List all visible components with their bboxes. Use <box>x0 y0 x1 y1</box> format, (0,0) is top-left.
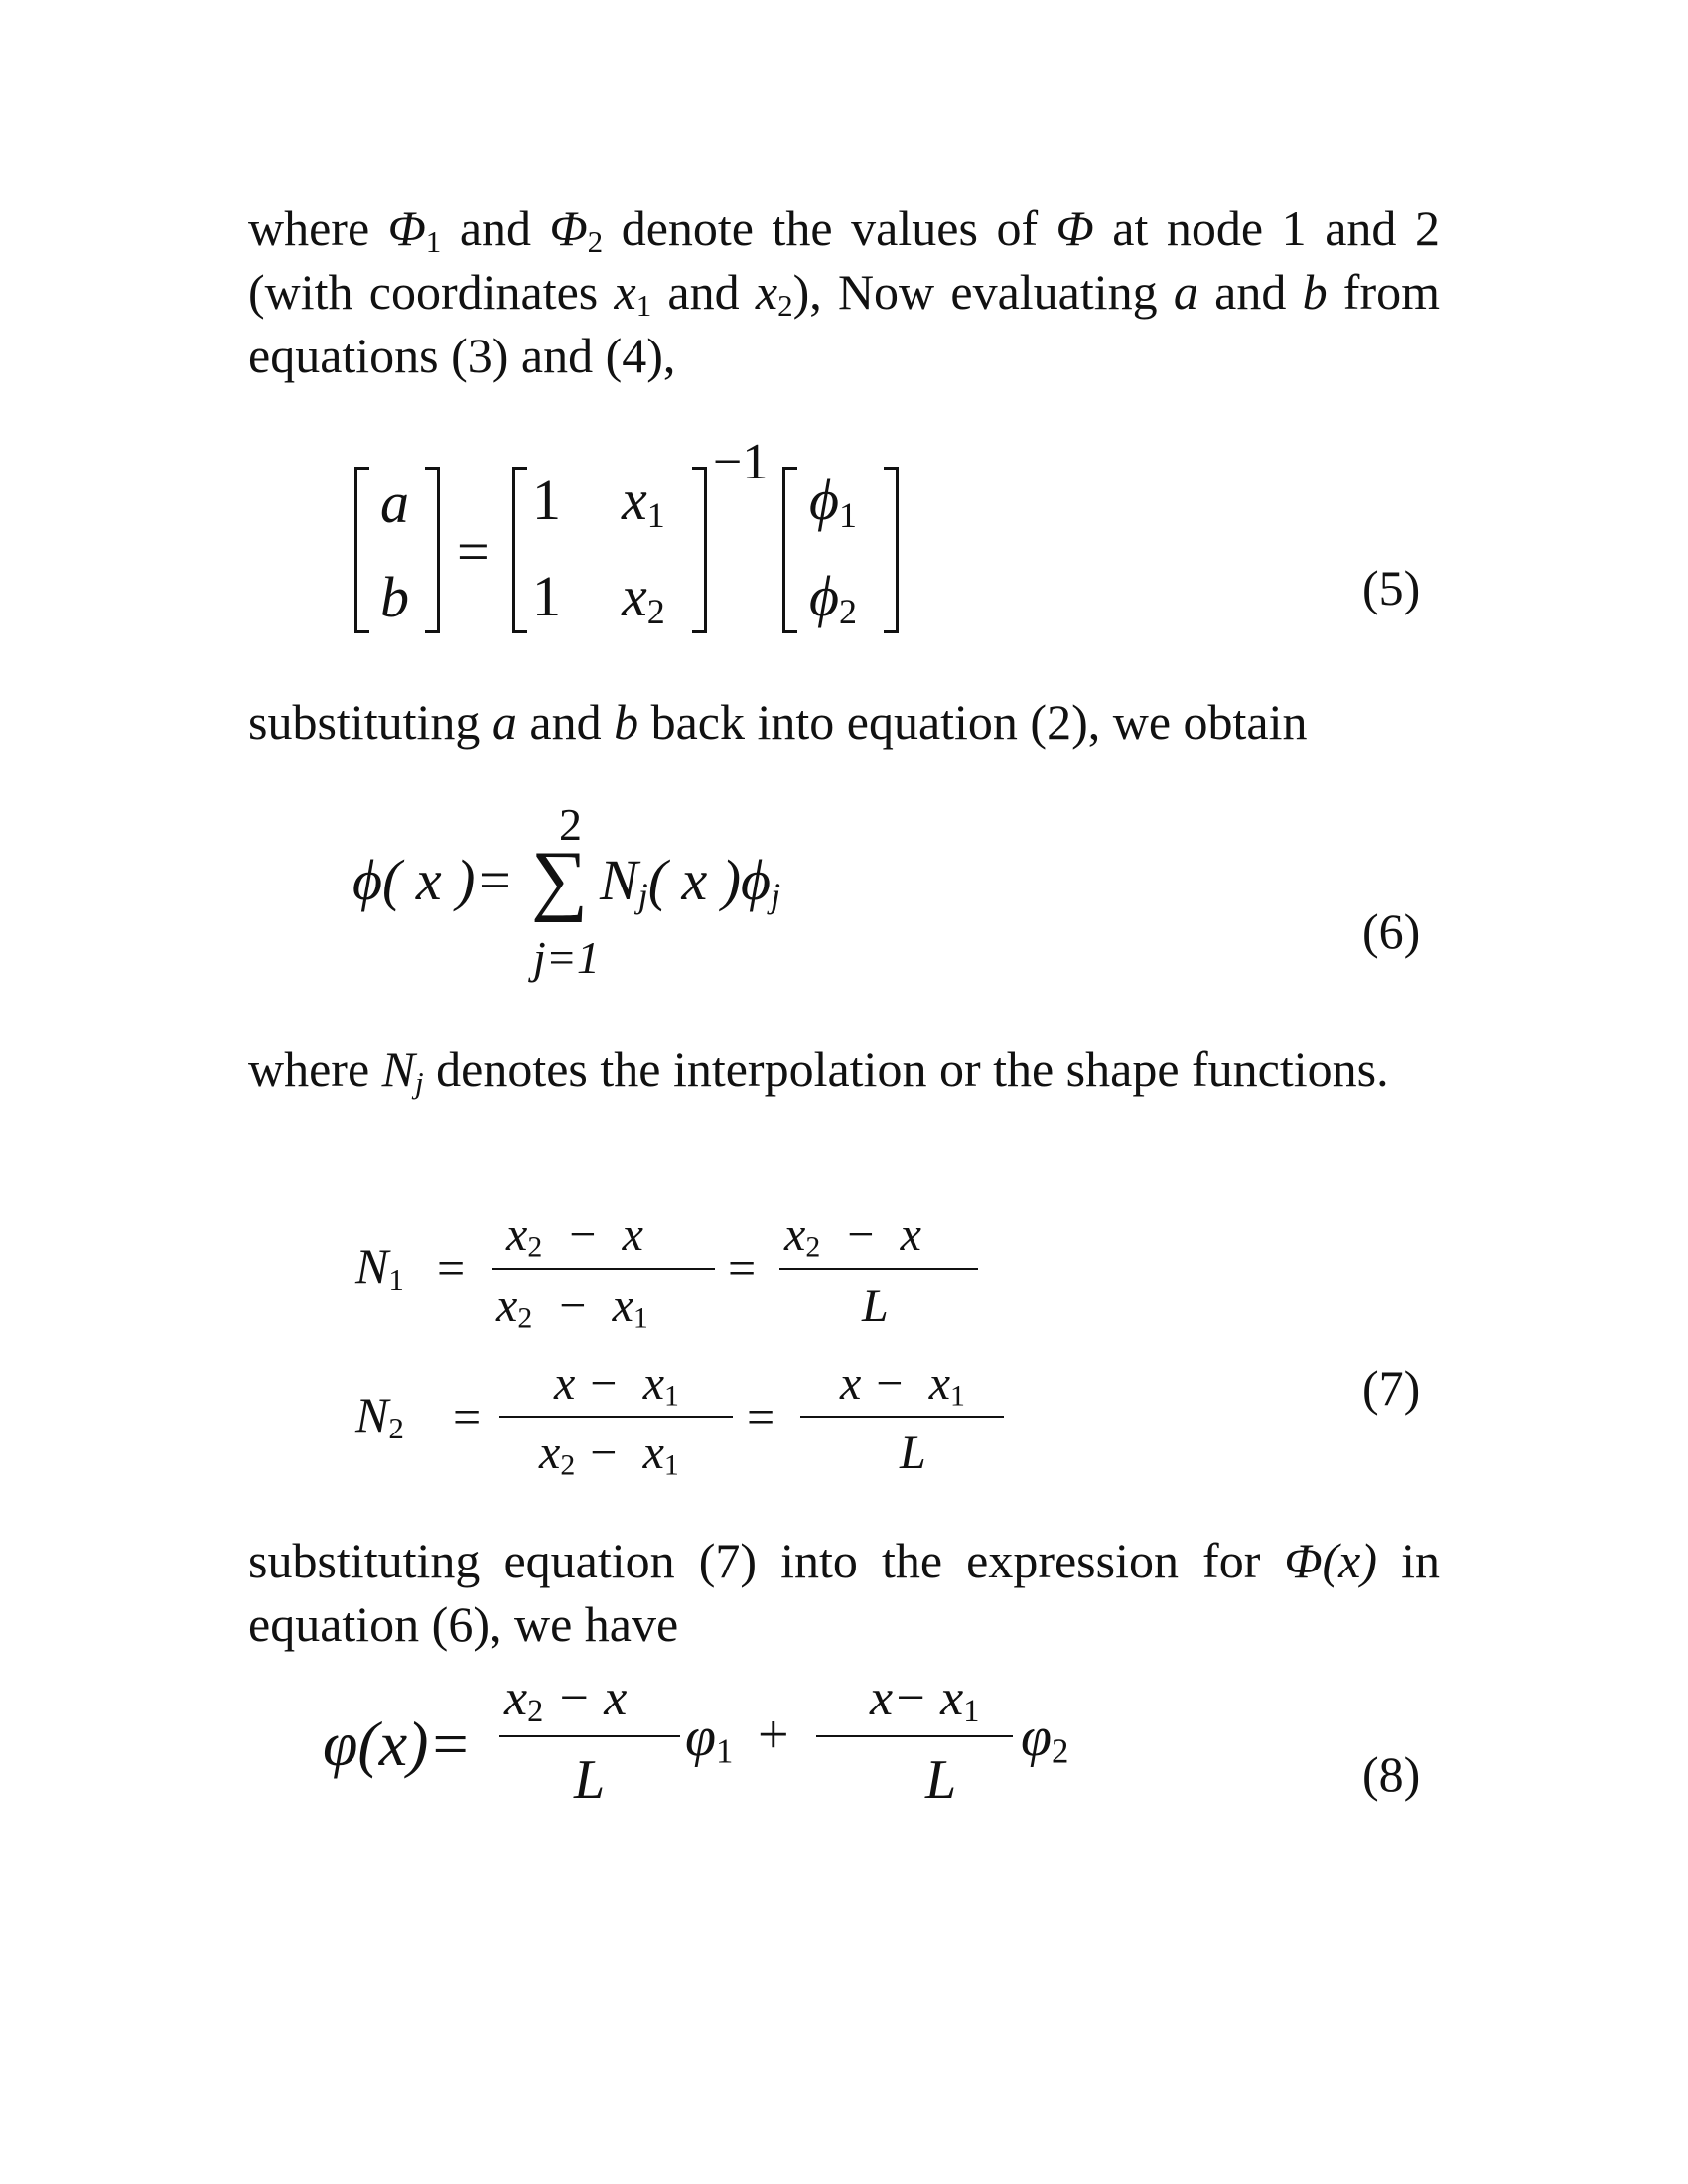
subscript: 1 <box>950 1379 965 1413</box>
denominator-L: L <box>574 1749 606 1811</box>
numerator: − x <box>542 1208 643 1261</box>
subscript: 1 <box>663 1448 679 1482</box>
numerator: x− x <box>870 1670 964 1726</box>
subscript: 1 <box>633 1301 648 1335</box>
var-b: b <box>1302 264 1328 320</box>
subscript: 2 <box>805 1230 821 1264</box>
equals-sign: = <box>747 1389 775 1444</box>
var-N: N <box>381 1041 416 1097</box>
subscript: j <box>771 875 781 915</box>
lhs-varphi-x: φ(x)= <box>323 1708 472 1779</box>
subscript: 2 <box>560 1448 576 1482</box>
subscript: 2 <box>517 1301 533 1335</box>
subscript: 2 <box>527 1230 543 1264</box>
numerator: − x <box>820 1208 921 1261</box>
lhs-a: a <box>380 471 409 535</box>
equation-number: (6) <box>1362 903 1421 959</box>
sum-upper-limit: 2 <box>559 799 582 850</box>
subscript: 1 <box>664 1379 679 1413</box>
vector-cell: ϕ <box>809 468 840 532</box>
numerator: x <box>506 1208 528 1261</box>
numerator: x − x <box>840 1357 950 1410</box>
text: in equation (6), we have <box>248 1533 1440 1652</box>
summation-sign: ∑ <box>531 836 589 923</box>
denominator: x <box>496 1280 518 1332</box>
subscript: 1 <box>963 1693 980 1729</box>
var-N2: N <box>355 1387 389 1442</box>
phi-symbol: Φ <box>387 201 426 256</box>
subscript: 2 <box>527 1693 544 1729</box>
equation-number: (8) <box>1362 1746 1421 1802</box>
matrix-cell: 1 <box>532 564 561 628</box>
equals-sign: = <box>728 1240 757 1296</box>
plus-sign: + <box>758 1705 789 1766</box>
phi-symbol: Φ <box>549 201 588 256</box>
subscript: 2 <box>777 287 793 323</box>
matrix-cell: x <box>622 468 647 532</box>
subscript: 2 <box>587 223 604 259</box>
numerator: x <box>504 1670 528 1726</box>
subscript: 1 <box>388 1261 404 1297</box>
numerator: x <box>784 1208 806 1261</box>
vector-cell: ϕ <box>809 564 840 628</box>
var-N1: N <box>355 1238 389 1294</box>
coefficient-phi2: φ <box>1021 1706 1052 1768</box>
text: denotes the interpolation or the shape functions. <box>423 1041 1389 1097</box>
equals-sign: = <box>457 519 490 584</box>
sum-lower-limit: j=1 <box>533 932 600 983</box>
var-x: x <box>614 264 636 320</box>
equals-sign: = <box>453 1389 482 1444</box>
numerator: − x <box>543 1670 628 1726</box>
text: and <box>441 201 550 256</box>
subscript: 1 <box>646 494 665 535</box>
var-b: b <box>614 694 639 750</box>
text: back into equation (2), we obtain <box>638 694 1308 750</box>
equation-number: (5) <box>1362 560 1421 615</box>
subscript: 2 <box>839 591 858 631</box>
var-x: x <box>755 264 778 320</box>
fraction-bar <box>499 1735 680 1737</box>
text: and <box>1197 264 1303 320</box>
text: where <box>248 201 388 256</box>
denominator: x <box>539 1427 561 1479</box>
phi-symbol: Φ <box>1055 201 1094 256</box>
text: and <box>516 694 615 750</box>
text: where <box>248 1041 382 1097</box>
denominator: − x <box>532 1280 633 1332</box>
lhs-phi-x: ϕ( x )= <box>352 848 514 912</box>
text: substituting <box>248 694 492 750</box>
text: ), Now evaluating <box>792 264 1174 320</box>
term-arg: ( x )ϕ <box>647 848 772 912</box>
fraction-bar <box>816 1735 1013 1737</box>
lhs-b: b <box>380 565 409 629</box>
subscript: j <box>637 875 648 915</box>
text: denote the values of <box>603 201 1056 256</box>
shape-function-N: N <box>600 848 638 912</box>
equation-number: (7) <box>1362 1360 1421 1416</box>
denominator-L: L <box>862 1280 889 1332</box>
subscript: 2 <box>1051 1731 1069 1771</box>
text: from equations (3) and (4), <box>248 264 1440 383</box>
matrix-cell: x <box>622 564 647 628</box>
var-a: a <box>492 694 517 750</box>
phi-of-x: Φ(x) <box>1284 1533 1378 1588</box>
subscript: 1 <box>839 494 858 535</box>
text: at node 1 and 2 (with coordinates <box>248 201 1440 320</box>
denominator-L: L <box>925 1749 957 1811</box>
equals-sign: = <box>437 1240 466 1296</box>
var-a: a <box>1173 264 1198 320</box>
inverse-exponent: −1 <box>713 434 769 490</box>
subscript: 2 <box>388 1410 404 1445</box>
denominator: − x <box>575 1427 664 1479</box>
denominator-L: L <box>900 1427 926 1479</box>
coefficient-phi1: φ <box>685 1706 716 1768</box>
numerator: x − x <box>554 1357 664 1410</box>
subscript: j <box>415 1064 424 1100</box>
subscript: 2 <box>646 591 665 631</box>
subscript: 1 <box>425 223 442 259</box>
text: and <box>651 264 756 320</box>
subscript: 1 <box>715 1731 734 1771</box>
subscript: 1 <box>635 287 652 323</box>
matrix-cell: 1 <box>532 468 561 532</box>
text: substituting equation (7) into the expression for <box>248 1533 1285 1588</box>
